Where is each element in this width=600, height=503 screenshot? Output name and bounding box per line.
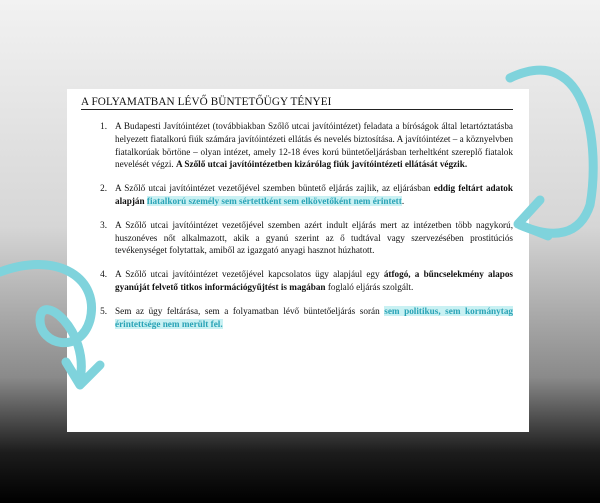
item-bold-text: eddig feltárt adatok alapján — [115, 183, 514, 206]
highlighted-text: fiatalkorú személy sem sértettként sem elkövetőként nem érintett — [146, 195, 402, 206]
item-body — [115, 305, 519, 331]
document-page — [67, 89, 529, 432]
item-bold-text: A Szőlő utcai javítóintézetben kizárólag fiúk javítóintézeti ellátását végzik. — [175, 159, 468, 170]
item-text: Sem az ügy feltárása, sem a folyamatban lévő büntetőeljárás során — [115, 305, 380, 316]
item-body — [115, 268, 519, 294]
list-item — [81, 182, 519, 208]
list-item — [81, 219, 519, 257]
highlighted-text: sem politikus, sem kormánytag érintettsége nem merült fel. — [115, 305, 514, 329]
item-number: 1. — [100, 121, 107, 131]
item-number: 2. — [100, 183, 107, 194]
item-body — [115, 182, 519, 208]
item-bold-text: átfogó, a bűncselekmény alapos gyanúját felvető titkos információgyűjtést is magában — [115, 269, 514, 292]
item-number: 4. — [100, 269, 107, 280]
item-text: A Szőlő utcai javítóintézet vezetőjével szemben büntető eljárás zajlik, az eljárásban — [115, 183, 431, 194]
item-text-end: . — [401, 195, 405, 206]
item-text: A Szőlő utcai javítóintézet vezetőjével kapcsolatos ügy alapjául egy — [115, 269, 380, 280]
item-number: 3. — [100, 219, 107, 230]
document-heading: A FOLYAMATBAN LÉVŐ BÜNTETŐÜGY TÉNYEI — [81, 96, 513, 110]
list-item — [81, 120, 519, 171]
item-number: 5. — [100, 305, 107, 316]
list-item — [81, 305, 519, 331]
item-text-end: foglaló eljárás szolgált. — [327, 281, 414, 292]
item-body — [115, 219, 519, 257]
list-item — [81, 268, 519, 294]
item-text: A Szőlő utcai javítóintézet vezetőjével szemben azért indult eljárás mert az intézetben több nagykorú, huszonéves nőt alkalmazott, akik a gyanú szerint az ő tudtával vagy szervezésében prostitúciós tevékenységet folytattak, amiből az igazgató anyagi hasznot húzhatott. — [115, 219, 513, 256]
item-body — [115, 120, 519, 171]
item-text: A Budapesti Javítóintézet (továbbiakban Szőlő utcai javítóintézet) feladata a bíróságok által letartóztatásba helyezett fiatalkorú fiúk számára javítóintézeti ellátás és nevelés biztosítása. A javítóintézet – a köznyelvben fiatalkorúak börtöne – olyan intézet, amely 12-18 éves korú büntetőeljárásban terheltként szereplő fiatalok nevelését végzi. — [115, 121, 513, 170]
